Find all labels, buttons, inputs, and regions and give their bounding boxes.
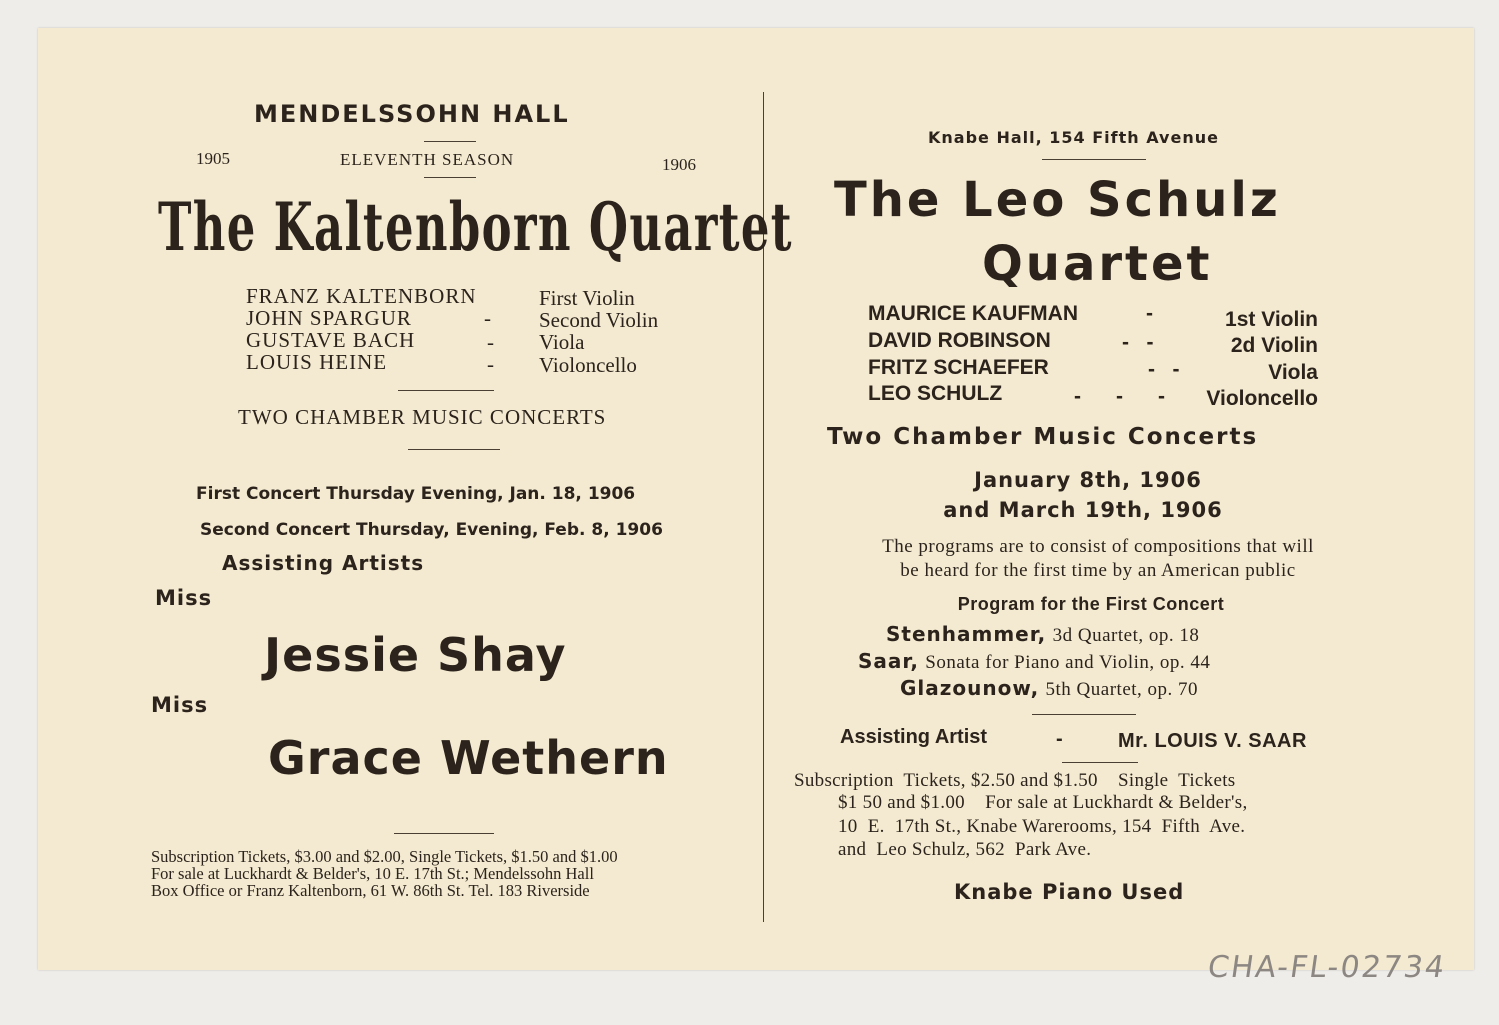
left-member-name: GUSTAVE BACH xyxy=(246,328,416,352)
program-item xyxy=(900,676,1198,701)
right-assisting-label: Assisting Artist xyxy=(840,726,988,748)
left-member-dash: - xyxy=(484,306,491,330)
program-item xyxy=(886,622,1199,647)
left-member-dash: - xyxy=(487,352,494,376)
right-member-role: 1st Violin xyxy=(1225,308,1318,331)
program-work: 3d Quartet, op. 18 xyxy=(1052,625,1200,646)
left-year-end: 1906 xyxy=(662,155,696,174)
left-artist2-prefix: Miss xyxy=(151,693,209,717)
right-member-name: LEO SCHULZ xyxy=(868,382,1003,405)
left-assisting-heading: Assisting Artists xyxy=(222,551,425,575)
left-member-dash: - xyxy=(487,330,494,354)
left-concerts-heading: TWO CHAMBER MUSIC CONCERTS xyxy=(238,405,607,429)
left-tickets-line: For sale at Luckhardt & Belder's, 10 E. 17th St.; Mendelssohn Hall xyxy=(151,864,594,883)
program-composer: Glazounow, xyxy=(900,676,1040,700)
right-venue-rule xyxy=(1042,159,1146,160)
right-member-name: DAVID ROBINSON xyxy=(868,329,1051,352)
right-member-role: Violoncello xyxy=(1206,387,1318,410)
right-member-dash: - - xyxy=(1122,331,1154,354)
left-venue: MENDELSSOHN HALL xyxy=(254,100,570,128)
left-member-role: First Violin xyxy=(539,286,635,310)
right-member-dash: - xyxy=(1146,302,1153,325)
right-concerts-heading: Two Chamber Music Concerts xyxy=(827,424,1259,450)
right-tickets-line: Subscription Tickets, $2.50 and $1.50 Single Tickets xyxy=(794,770,1236,791)
left-year-start: 1905 xyxy=(196,149,230,168)
right-member-name: MAURICE KAUFMAN xyxy=(868,302,1078,325)
right-program-heading: Program for the First Concert xyxy=(957,594,1225,614)
right-programs-line2: be heard for the first time by an American public xyxy=(900,560,1296,581)
right-title-line1: The Leo Schulz xyxy=(834,172,1281,228)
left-tickets-line: Subscription Tickets, $3.00 and $2.00, Single Tickets, $1.50 and $1.00 xyxy=(151,847,618,866)
program-composer: Stenhammer, xyxy=(886,622,1047,646)
left-member-name: FRANZ KALTENBORN xyxy=(246,284,477,308)
right-venue: Knabe Hall, 154 Fifth Avenue xyxy=(928,128,1219,147)
right-member-role: Viola xyxy=(1268,361,1318,384)
right-piano-note: Knabe Piano Used xyxy=(954,880,1185,904)
program-work: 5th Quartet, op. 70 xyxy=(1045,679,1199,700)
program-composer: Saar, xyxy=(858,649,919,673)
program-sheet xyxy=(38,28,1474,970)
right-dates-line1: January 8th, 1906 xyxy=(974,468,1202,492)
right-member-role: 2d Violin xyxy=(1230,334,1318,357)
left-tickets-line: Box Office or Franz Kaltenborn, 61 W. 86th St. Tel. 183 Riverside xyxy=(151,881,590,900)
left-member-role: Second Violin xyxy=(539,308,659,332)
left-artist1-name: Jessie Shay xyxy=(264,628,567,682)
catalog-number: CHA-FL-02734 xyxy=(1205,950,1449,985)
right-tickets-line: and Leo Schulz, 562 Park Ave. xyxy=(838,839,1092,860)
left-first-concert: First Concert Thursday Evening, Jan. 18, 1906 xyxy=(196,484,636,504)
left-concerts-rule xyxy=(408,449,500,450)
right-dates-line2: and March 19th, 1906 xyxy=(943,498,1223,522)
left-title: The Kaltenborn Quartet xyxy=(158,188,793,266)
right-member-name: FRITZ SCHAEFER xyxy=(868,356,1049,379)
left-season: ELEVENTH SEASON xyxy=(340,150,515,169)
program-item xyxy=(858,649,1210,674)
right-program-rule xyxy=(1032,714,1136,715)
right-assisting-name: Mr. LOUIS V. SAAR xyxy=(1118,730,1307,752)
left-member-name: LOUIS HEINE xyxy=(246,350,388,374)
left-second-concert: Second Concert Thursday, Evening, Feb. 8, 1906 xyxy=(200,520,663,540)
right-assisting-rule xyxy=(1062,762,1138,763)
left-member-role: Viola xyxy=(539,330,585,354)
right-title-line2: Quartet xyxy=(982,236,1213,292)
right-programs-line1: The programs are to consist of compositions that will xyxy=(882,536,1314,557)
left-members-rule xyxy=(398,390,494,391)
right-assisting-dash: - xyxy=(1056,728,1063,750)
left-artist1-prefix: Miss xyxy=(155,586,213,610)
left-member-name: JOHN SPARGUR xyxy=(246,306,412,330)
left-season-rule xyxy=(424,177,476,178)
left-member-role: Violoncello xyxy=(539,353,637,377)
right-tickets-line: $1 50 and $1.00 For sale at Luckhardt & Belder's, xyxy=(838,792,1248,813)
right-member-dash: - - xyxy=(1148,358,1180,381)
left-artist2-name: Grace Wethern xyxy=(268,731,669,785)
left-venue-rule xyxy=(424,141,476,142)
program-work: Sonata for Piano and Violin, op. 44 xyxy=(925,652,1211,673)
left-tickets-rule xyxy=(394,833,494,834)
right-tickets-line: 10 E. 17th St., Knabe Warerooms, 154 Fifth Ave. xyxy=(838,816,1246,837)
right-member-dash: - - - xyxy=(1074,385,1165,408)
